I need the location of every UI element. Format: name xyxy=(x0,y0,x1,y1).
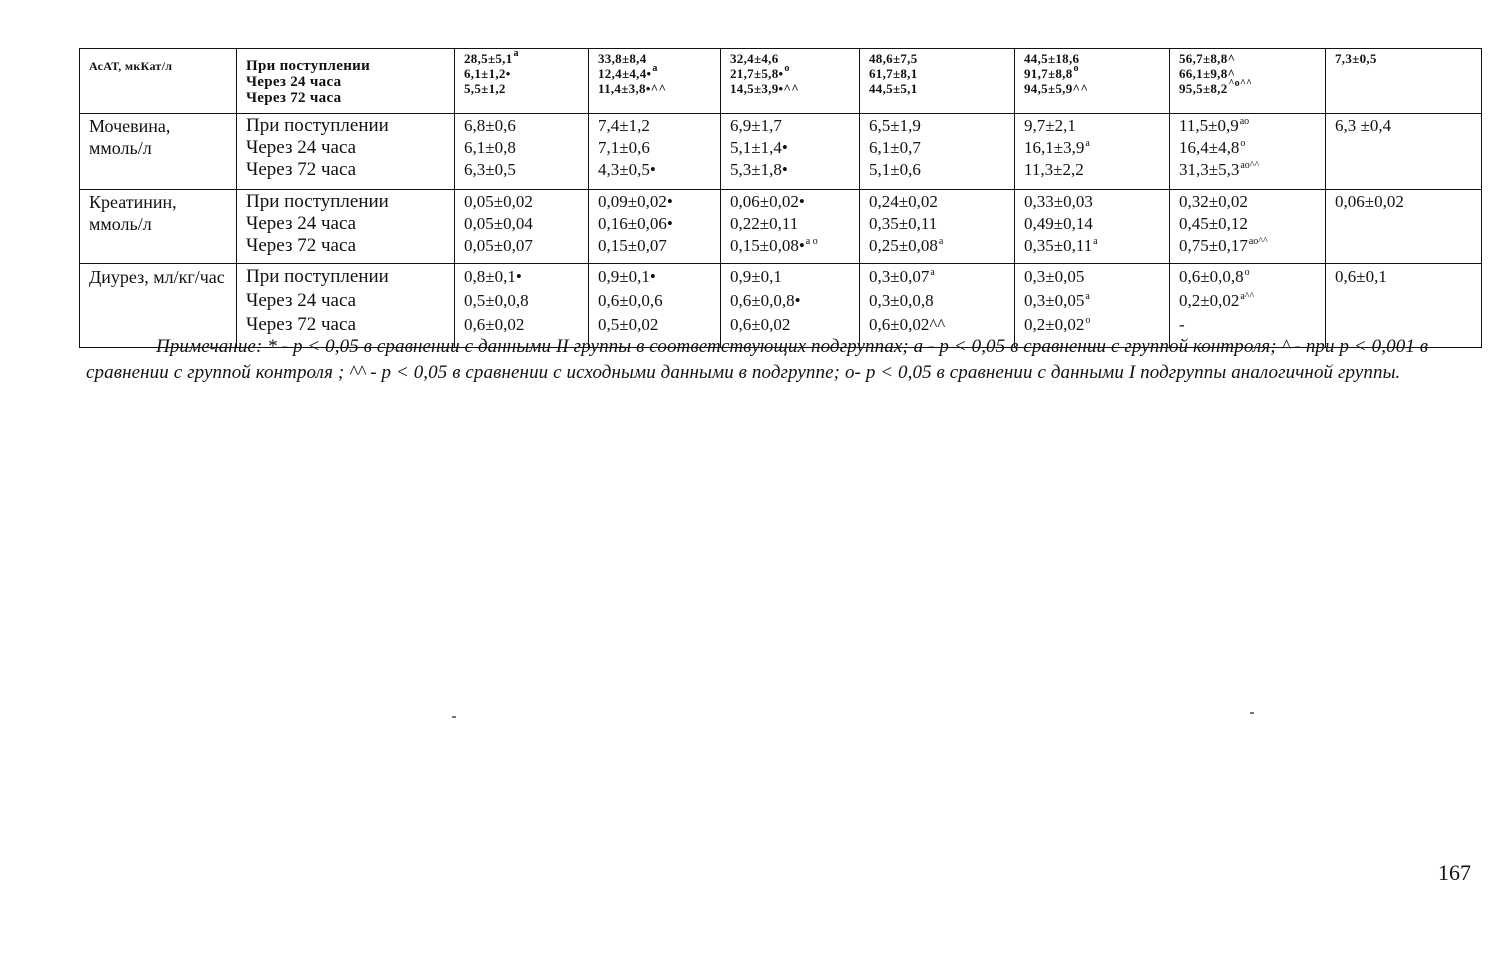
control-value-cell: 6,3 ±0,4 xyxy=(1326,114,1482,190)
value-line xyxy=(1024,63,1161,81)
group-value-cell xyxy=(1015,190,1170,264)
value-text: 0,05±0,02 xyxy=(464,192,533,211)
value-line xyxy=(730,265,851,289)
value-line xyxy=(869,81,1006,96)
value-text: 0,75±0,17 xyxy=(1179,236,1248,255)
value-text: 0,6±0,02^^ xyxy=(869,315,946,334)
lab-results-table xyxy=(79,48,1482,348)
table-footnote: Примечание: * - p < 0,05 в сравнении с данными II группы в соответствующих подгруппах; а - p < 0,05 в сравнении с группой контроля; ^ - при p < 0,001 в сравнении с группой контроля ; ^^ - p < 0,05 в сравнении с исходными данными в подгруппе; о- p < 0,05 в сравнении с данными I подгруппы аналогичной группы. xyxy=(86,336,1429,383)
value-text: 14,5±3,9•^^ xyxy=(730,81,800,96)
value-line xyxy=(464,159,580,181)
value-text: 0,2±0,02 xyxy=(1024,315,1085,334)
group-value-cell xyxy=(589,114,721,190)
value-text: 0,6±0,02 xyxy=(730,315,791,334)
group-value-cell xyxy=(860,190,1015,264)
value-line xyxy=(1179,289,1317,313)
group-value-cell xyxy=(1015,49,1170,114)
value-text: 0,05±0,04 xyxy=(464,214,533,233)
value-line xyxy=(1179,213,1317,235)
value-line xyxy=(598,115,712,137)
group-value-cell xyxy=(1015,114,1170,190)
value-line xyxy=(869,115,1006,137)
value-text: 7,1±0,6 xyxy=(598,138,650,157)
value-text: 0,9±0,1 xyxy=(730,267,782,286)
group-value-cell xyxy=(860,49,1015,114)
value-text: 5,1±1,4• xyxy=(730,138,788,157)
value-line xyxy=(1179,265,1317,289)
period-label: Через 72 часа xyxy=(246,159,357,180)
value-line xyxy=(730,159,851,181)
table-row xyxy=(80,190,1482,264)
value-text: 31,3±5,3 xyxy=(1179,160,1240,179)
period-label: При поступлении xyxy=(246,266,389,287)
value-line xyxy=(730,235,851,257)
group-value-cell xyxy=(589,49,721,114)
significance-mark: а xyxy=(1085,138,1090,149)
table-row xyxy=(80,114,1482,190)
value-line xyxy=(464,265,580,289)
value-line xyxy=(869,137,1006,159)
value-line xyxy=(598,235,712,257)
value-text: 16,4±4,8 xyxy=(1179,138,1240,157)
group-value-cell xyxy=(721,190,860,264)
value-line xyxy=(869,235,1006,257)
value-line xyxy=(1024,213,1161,235)
value-line xyxy=(730,137,851,159)
value-text: 0,6±0,0,8• xyxy=(730,291,801,310)
value-line xyxy=(1179,51,1317,66)
period-label: Через 24 часа xyxy=(246,290,357,311)
value-line xyxy=(869,51,1006,66)
value-text: 0,3±0,07 xyxy=(869,267,930,286)
value-line xyxy=(1024,159,1161,181)
period-cell xyxy=(237,49,455,114)
value-text: 0,35±0,11 xyxy=(1024,236,1093,255)
significance-mark: а xyxy=(930,267,935,278)
value-text: 6,1±0,7 xyxy=(869,138,921,157)
significance-mark: ао xyxy=(1239,116,1250,127)
value-text: 0,8±0,1• xyxy=(464,267,522,286)
value-line xyxy=(1024,137,1161,159)
period-cell xyxy=(237,114,455,190)
value-text: 0,6±0,02 xyxy=(464,315,525,334)
value-line xyxy=(464,289,580,313)
control-value-cell: 7,3±0,5 xyxy=(1326,49,1482,114)
value-text: 33,8±8,4 xyxy=(598,51,647,66)
value-line xyxy=(598,191,712,213)
period-label: Через 24 часа xyxy=(246,137,357,158)
value-text: 44,5±5,1 xyxy=(869,81,918,96)
value-line xyxy=(730,213,851,235)
value-line xyxy=(464,115,580,137)
parameter-cell: Креатинин, ммоль/л xyxy=(80,190,237,264)
value-line xyxy=(730,115,851,137)
value-line xyxy=(869,191,1006,213)
table-row xyxy=(80,49,1482,114)
significance-mark: о xyxy=(1244,267,1250,278)
group-value-cell xyxy=(860,114,1015,190)
value-text: 6,3±0,5 xyxy=(464,160,516,179)
value-line xyxy=(598,137,712,159)
period-label: При поступлении xyxy=(246,191,389,212)
value-text: 94,5±5,9^^ xyxy=(1024,81,1089,96)
control-value-cell: 0,06±0,02 xyxy=(1326,190,1482,264)
page-number: 167 xyxy=(1438,860,1471,885)
parameter-cell: Мочевина, ммоль/л xyxy=(80,114,237,190)
significance-mark: о xyxy=(1240,138,1246,149)
group-value-cell xyxy=(721,114,860,190)
value-line xyxy=(1179,137,1317,159)
value-text: 44,5±18,6 xyxy=(1024,51,1080,66)
value-text: 0,5±0,0,8 xyxy=(464,291,529,310)
value-line xyxy=(1024,289,1161,313)
value-line xyxy=(464,66,580,81)
value-line xyxy=(1179,235,1317,257)
value-text: 0,3±0,0,8 xyxy=(869,291,934,310)
value-text: 0,3±0,05 xyxy=(1024,291,1085,310)
value-line xyxy=(869,213,1006,235)
significance-mark: о xyxy=(784,63,790,74)
parameter-cell: Диурез, мл/кг/час xyxy=(80,264,237,348)
value-text: 0,32±0,02 xyxy=(1179,192,1248,211)
value-line xyxy=(1024,265,1161,289)
period-label: Через 72 часа xyxy=(246,314,357,335)
value-line xyxy=(464,48,580,66)
value-text: 0,22±0,11 xyxy=(730,214,799,233)
parameter-cell: АсАТ, мкКат/л xyxy=(80,49,237,114)
value-text: 61,7±8,1 xyxy=(869,66,918,81)
value-line xyxy=(730,51,851,66)
value-line xyxy=(1024,191,1161,213)
value-line xyxy=(730,289,851,313)
value-text: 0,25±0,08 xyxy=(869,236,938,255)
value-text: 0,2±0,02 xyxy=(1179,291,1240,310)
significance-mark: а о xyxy=(805,236,818,247)
value-line xyxy=(869,289,1006,313)
value-line xyxy=(730,81,851,96)
significance-mark: а^^ xyxy=(1240,291,1255,302)
period-cell xyxy=(237,190,455,264)
value-text: 12,4±4,4• xyxy=(598,66,652,81)
period-label: Через 24 часа xyxy=(246,213,357,234)
significance-mark: о xyxy=(1085,315,1091,326)
value-line xyxy=(464,137,580,159)
value-text: 95,5±8,2 xyxy=(1179,81,1228,96)
value-line xyxy=(464,81,580,96)
group-value-cell xyxy=(455,49,589,114)
significance-mark: а xyxy=(652,63,658,74)
value-text: 56,7±8,8^ xyxy=(1179,51,1236,66)
value-line xyxy=(1024,115,1161,137)
value-text: 0,9±0,1• xyxy=(598,267,656,286)
value-text: 0,09±0,02• xyxy=(598,192,673,211)
value-text: 0,6±0,0,6 xyxy=(598,291,663,310)
value-line xyxy=(464,213,580,235)
group-value-cell xyxy=(589,190,721,264)
value-text: 4,3±0,5• xyxy=(598,160,656,179)
value-line xyxy=(1024,81,1161,96)
value-line xyxy=(1179,191,1317,213)
value-text: 0,24±0,02 xyxy=(869,192,938,211)
value-text: 28,5±5,1 xyxy=(464,51,513,66)
value-text: 6,9±1,7 xyxy=(730,116,782,135)
value-line xyxy=(598,213,712,235)
value-line xyxy=(869,265,1006,289)
value-line xyxy=(598,159,712,181)
value-text: 16,1±3,9 xyxy=(1024,138,1085,157)
value-text: 0,35±0,11 xyxy=(869,214,938,233)
scan-speck xyxy=(1250,712,1254,714)
value-text: - xyxy=(1179,315,1185,334)
value-text: 48,6±7,5 xyxy=(869,51,918,66)
significance-mark: а xyxy=(513,48,519,59)
value-text: 0,33±0,03 xyxy=(1024,192,1093,211)
value-text: 6,1±0,8 xyxy=(464,138,516,157)
value-text: 6,8±0,6 xyxy=(464,116,516,135)
value-text: 0,15±0,08• xyxy=(730,236,805,255)
value-text: 0,05±0,07 xyxy=(464,236,533,255)
value-line xyxy=(869,66,1006,81)
value-text: 6,1±1,2• xyxy=(464,66,511,81)
value-text: 0,06±0,02• xyxy=(730,192,805,211)
significance-mark: о xyxy=(1073,63,1079,74)
value-text: 0,49±0,14 xyxy=(1024,214,1093,233)
value-text: 0,3±0,05 xyxy=(1024,267,1085,286)
value-line xyxy=(598,63,712,81)
group-value-cell xyxy=(1170,114,1326,190)
value-line xyxy=(730,63,851,81)
value-text: 11,4±3,8•^^ xyxy=(598,81,667,96)
control-value-cell: 0,6±0,1 xyxy=(1326,264,1482,348)
significance-mark: а xyxy=(1085,291,1090,302)
value-line xyxy=(1024,235,1161,257)
value-line xyxy=(730,191,851,213)
value-text: 0,15±0,07 xyxy=(598,236,667,255)
value-text: 66,1±9,8^ xyxy=(1179,66,1236,81)
value-text: 0,45±0,12 xyxy=(1179,214,1248,233)
period-label: Через 72 часа xyxy=(246,235,357,256)
significance-mark: ао^^ xyxy=(1248,236,1268,247)
value-text: 9,7±2,1 xyxy=(1024,116,1076,135)
group-value-cell xyxy=(1170,49,1326,114)
value-text: 6,5±1,9 xyxy=(869,116,921,135)
value-text: 32,4±4,6 xyxy=(730,51,779,66)
value-text: 0,6±0,0,8 xyxy=(1179,267,1244,286)
value-text: 7,4±1,2 xyxy=(598,116,650,135)
significance-mark: а xyxy=(1093,236,1098,247)
value-text: 91,7±8,8 xyxy=(1024,66,1073,81)
group-value-cell xyxy=(721,49,860,114)
value-text: 11,3±2,2 xyxy=(1024,160,1084,179)
significance-mark: ао^^ xyxy=(1240,160,1260,171)
value-text: 21,7±5,8• xyxy=(730,66,784,81)
value-line xyxy=(464,235,580,257)
value-line xyxy=(464,191,580,213)
value-text: 5,5±1,2 xyxy=(464,81,506,96)
significance-mark: а xyxy=(938,236,944,247)
value-text: 11,5±0,9 xyxy=(1179,116,1239,135)
value-line xyxy=(598,81,712,96)
value-text: 5,3±1,8• xyxy=(730,160,788,179)
period-label: При поступлении xyxy=(246,58,371,74)
value-text: 5,1±0,6 xyxy=(869,160,921,179)
group-value-cell xyxy=(455,114,589,190)
value-text: 0,16±0,06• xyxy=(598,214,673,233)
period-label: Через 24 часа xyxy=(246,74,342,90)
scan-speck xyxy=(452,716,456,718)
value-line xyxy=(1024,51,1161,66)
group-value-cell xyxy=(1170,190,1326,264)
value-line xyxy=(1179,78,1317,96)
significance-mark: ^о^^ xyxy=(1228,78,1253,89)
period-label: При поступлении xyxy=(246,115,389,136)
value-line xyxy=(1179,159,1317,181)
group-value-cell xyxy=(455,190,589,264)
value-line xyxy=(1179,115,1317,137)
value-text: 0,5±0,02 xyxy=(598,315,659,334)
value-line xyxy=(869,159,1006,181)
period-label: Через 72 часа xyxy=(246,90,342,106)
value-line xyxy=(598,289,712,313)
value-line xyxy=(598,265,712,289)
